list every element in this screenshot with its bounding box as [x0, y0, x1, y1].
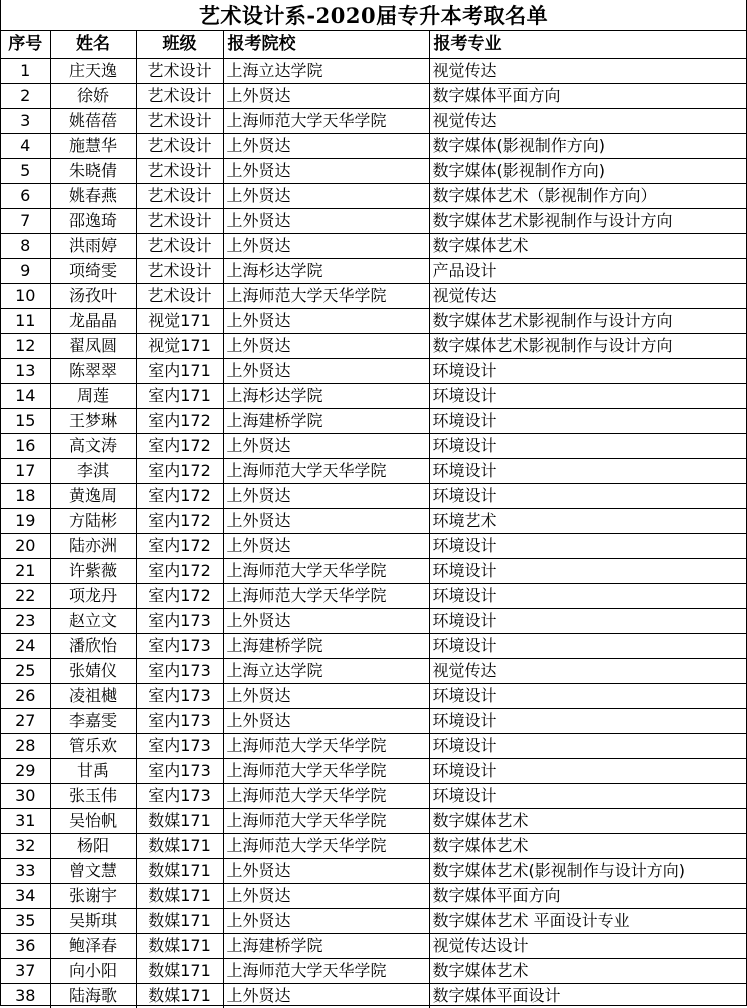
- cell-no: 2: [1, 83, 50, 108]
- cell-class: 艺术设计: [136, 183, 223, 208]
- cell-name: 项绮雯: [50, 258, 136, 283]
- cell-name: 龙晶晶: [50, 308, 136, 333]
- cell-major: 数字媒体艺术: [429, 808, 746, 833]
- table-row: [1, 183, 746, 208]
- cell-class: 数媒171: [136, 983, 223, 1008]
- cell-class: 艺术设计: [136, 158, 223, 183]
- cell-class: 室内172: [136, 408, 223, 433]
- cell-school: 上海立达学院: [223, 58, 429, 83]
- cell-class: 室内172: [136, 483, 223, 508]
- table-row: [1, 333, 746, 358]
- cell-name: 朱晓倩: [50, 158, 136, 183]
- cell-major: 环境设计: [429, 483, 746, 508]
- cell-class: 视觉171: [136, 308, 223, 333]
- cell-school: 上外贤达: [223, 508, 429, 533]
- cell-name: 曾文慧: [50, 858, 136, 883]
- table-row: [1, 933, 746, 958]
- table-row: [1, 233, 746, 258]
- table-row: [1, 433, 746, 458]
- cell-class: 视觉171: [136, 333, 223, 358]
- cell-no: 3: [1, 108, 50, 133]
- table-row: [1, 358, 746, 383]
- cell-class: 艺术设计: [136, 58, 223, 83]
- cell-no: 31: [1, 808, 50, 833]
- table-row: [1, 308, 746, 333]
- table-row: [1, 133, 746, 158]
- cell-class: 室内172: [136, 558, 223, 583]
- cell-name: 施慧华: [50, 133, 136, 158]
- cell-name: 姚春燕: [50, 183, 136, 208]
- cell-no: 6: [1, 183, 50, 208]
- cell-major: 数字媒体艺术（影视制作方向）: [429, 183, 746, 208]
- cell-name: 甘禹: [50, 758, 136, 783]
- cell-school: 上外贤达: [223, 83, 429, 108]
- cell-class: 数媒171: [136, 933, 223, 958]
- table-row: [1, 983, 746, 1008]
- cell-major: 数字媒体艺术(影视制作与设计方向): [429, 858, 746, 883]
- cell-no: 27: [1, 708, 50, 733]
- cell-school: 上海师范大学天华学院: [223, 958, 429, 983]
- cell-no: 37: [1, 958, 50, 983]
- header-major: 报考专业: [429, 31, 746, 58]
- cell-school: 上外贤达: [223, 883, 429, 908]
- cell-school: 上外贤达: [223, 308, 429, 333]
- cell-major: 环境设计: [429, 758, 746, 783]
- table-row: [1, 708, 746, 733]
- cell-no: 14: [1, 383, 50, 408]
- header-name: 姓名: [50, 31, 136, 58]
- table-row: [1, 658, 746, 683]
- cell-major: 环境设计: [429, 683, 746, 708]
- cell-school: 上外贤达: [223, 983, 429, 1008]
- cell-major: 环境设计: [429, 358, 746, 383]
- cell-no: 7: [1, 208, 50, 233]
- cell-major: 数字媒体艺术影视制作与设计方向: [429, 208, 746, 233]
- cell-name: 张谢宇: [50, 883, 136, 908]
- cell-school: 上外贤达: [223, 533, 429, 558]
- cell-name: 管乐欢: [50, 733, 136, 758]
- cell-school: 上海杉达学院: [223, 383, 429, 408]
- table-row: [1, 833, 746, 858]
- cell-no: 8: [1, 233, 50, 258]
- cell-class: 数媒171: [136, 858, 223, 883]
- cell-major: 视觉传达: [429, 58, 746, 83]
- cell-name: 许紫薇: [50, 558, 136, 583]
- cell-name: 鲍泽春: [50, 933, 136, 958]
- cell-name: 徐娇: [50, 83, 136, 108]
- table-row: [1, 558, 746, 583]
- cell-no: 15: [1, 408, 50, 433]
- cell-major: 环境设计: [429, 533, 746, 558]
- cell-school: 上外贤达: [223, 483, 429, 508]
- cell-school: 上外贤达: [223, 908, 429, 933]
- cell-school: 上外贤达: [223, 433, 429, 458]
- cell-no: 16: [1, 433, 50, 458]
- table-row: [1, 683, 746, 708]
- cell-school: 上外贤达: [223, 133, 429, 158]
- cell-major: 数字媒体平面方向: [429, 883, 746, 908]
- cell-name: 庄天逸: [50, 58, 136, 83]
- cell-major: 环境设计: [429, 408, 746, 433]
- cell-school: 上外贤达: [223, 183, 429, 208]
- cell-class: 室内173: [136, 608, 223, 633]
- cell-major: 数字媒体艺术 平面设计专业: [429, 908, 746, 933]
- cell-class: 室内172: [136, 458, 223, 483]
- table-row: [1, 208, 746, 233]
- cell-no: 10: [1, 283, 50, 308]
- cell-school: 上海师范大学天华学院: [223, 583, 429, 608]
- cell-school: 上海师范大学天华学院: [223, 833, 429, 858]
- cell-school: 上海建桥学院: [223, 408, 429, 433]
- cell-school: 上海师范大学天华学院: [223, 758, 429, 783]
- cell-name: 周莲: [50, 383, 136, 408]
- cell-major: 环境设计: [429, 733, 746, 758]
- cell-no: 13: [1, 358, 50, 383]
- cell-school: 上海建桥学院: [223, 933, 429, 958]
- cell-major: 数字媒体艺术影视制作与设计方向: [429, 308, 746, 333]
- table-row: [1, 258, 746, 283]
- table-row: [1, 83, 746, 108]
- table-row: [1, 533, 746, 558]
- table-row: [1, 583, 746, 608]
- cell-major: 视觉传达设计: [429, 933, 746, 958]
- cell-no: 25: [1, 658, 50, 683]
- cell-name: 王梦琳: [50, 408, 136, 433]
- cell-class: 室内173: [136, 658, 223, 683]
- cell-class: 数媒171: [136, 908, 223, 933]
- cell-name: 张玉伟: [50, 783, 136, 808]
- cell-no: 19: [1, 508, 50, 533]
- cell-name: 凌祖樾: [50, 683, 136, 708]
- cell-major: 环境设计: [429, 608, 746, 633]
- cell-name: 方陆彬: [50, 508, 136, 533]
- cell-name: 洪雨婷: [50, 233, 136, 258]
- cell-class: 艺术设计: [136, 83, 223, 108]
- cell-no: 9: [1, 258, 50, 283]
- cell-major: 环境设计: [429, 433, 746, 458]
- cell-class: 室内173: [136, 633, 223, 658]
- cell-name: 翟凤圆: [50, 333, 136, 358]
- cell-name: 张婧仪: [50, 658, 136, 683]
- cell-name: 李嘉雯: [50, 708, 136, 733]
- cell-name: 黄逸周: [50, 483, 136, 508]
- table-row: [1, 283, 746, 308]
- cell-name: 陆亦洲: [50, 533, 136, 558]
- header-class: 班级: [136, 31, 223, 58]
- cell-major: 环境艺术: [429, 508, 746, 533]
- cell-no: 29: [1, 758, 50, 783]
- cell-no: 23: [1, 608, 50, 633]
- admission-table: [1, 31, 746, 1008]
- cell-no: 5: [1, 158, 50, 183]
- cell-class: 艺术设计: [136, 108, 223, 133]
- table-body: [1, 58, 746, 1008]
- table-row: [1, 108, 746, 133]
- cell-school: 上外贤达: [223, 608, 429, 633]
- sheet-title: 艺术设计系-2020届专升本考取名单: [1, 0, 746, 31]
- cell-name: 向小阳: [50, 958, 136, 983]
- cell-class: 艺术设计: [136, 208, 223, 233]
- cell-major: 环境设计: [429, 708, 746, 733]
- cell-no: 4: [1, 133, 50, 158]
- table-row: [1, 883, 746, 908]
- cell-school: 上海杉达学院: [223, 258, 429, 283]
- table-row: [1, 483, 746, 508]
- cell-major: 环境设计: [429, 558, 746, 583]
- cell-class: 室内171: [136, 383, 223, 408]
- cell-major: 环境设计: [429, 633, 746, 658]
- table-row: [1, 808, 746, 833]
- cell-major: 数字媒体艺术: [429, 233, 746, 258]
- cell-school: 上海师范大学天华学院: [223, 458, 429, 483]
- cell-major: 数字媒体艺术影视制作与设计方向: [429, 333, 746, 358]
- table-row: [1, 908, 746, 933]
- cell-school: 上海立达学院: [223, 658, 429, 683]
- cell-major: 视觉传达: [429, 283, 746, 308]
- cell-no: 11: [1, 308, 50, 333]
- cell-school: 上外贤达: [223, 708, 429, 733]
- cell-class: 数媒171: [136, 833, 223, 858]
- cell-no: 28: [1, 733, 50, 758]
- cell-school: 上外贤达: [223, 333, 429, 358]
- cell-class: 室内172: [136, 533, 223, 558]
- cell-major: 数字媒体(影视制作方向): [429, 158, 746, 183]
- cell-no: 33: [1, 858, 50, 883]
- cell-class: 室内173: [136, 733, 223, 758]
- cell-class: 数媒171: [136, 808, 223, 833]
- cell-name: 项龙丹: [50, 583, 136, 608]
- cell-class: 室内173: [136, 758, 223, 783]
- cell-name: 邵逸琦: [50, 208, 136, 233]
- table-row: [1, 758, 746, 783]
- table-row: [1, 58, 746, 83]
- cell-name: 赵立文: [50, 608, 136, 633]
- cell-no: 22: [1, 583, 50, 608]
- cell-name: 杨阳: [50, 833, 136, 858]
- cell-no: 26: [1, 683, 50, 708]
- cell-major: 环境设计: [429, 783, 746, 808]
- table-row: [1, 608, 746, 633]
- cell-school: 上海师范大学天华学院: [223, 783, 429, 808]
- cell-school: 上外贤达: [223, 683, 429, 708]
- cell-class: 艺术设计: [136, 258, 223, 283]
- cell-major: 环境设计: [429, 383, 746, 408]
- cell-school: 上外贤达: [223, 858, 429, 883]
- table-row: [1, 958, 746, 983]
- cell-no: 32: [1, 833, 50, 858]
- cell-class: 室内172: [136, 508, 223, 533]
- table-row: [1, 408, 746, 433]
- cell-no: 34: [1, 883, 50, 908]
- cell-no: 38: [1, 983, 50, 1008]
- cell-school: 上外贤达: [223, 233, 429, 258]
- cell-name: 陆海歌: [50, 983, 136, 1008]
- cell-name: 吴怡帆: [50, 808, 136, 833]
- table-row: [1, 458, 746, 483]
- cell-school: 上外贤达: [223, 158, 429, 183]
- cell-name: 汤孜叶: [50, 283, 136, 308]
- cell-major: 数字媒体艺术: [429, 833, 746, 858]
- cell-name: 高文涛: [50, 433, 136, 458]
- cell-school: 上外贤达: [223, 358, 429, 383]
- cell-major: 视觉传达: [429, 658, 746, 683]
- cell-no: 21: [1, 558, 50, 583]
- cell-school: 上海师范大学天华学院: [223, 808, 429, 833]
- table-row: [1, 858, 746, 883]
- table-row: [1, 633, 746, 658]
- cell-major: 环境设计: [429, 458, 746, 483]
- cell-name: 吴斯琪: [50, 908, 136, 933]
- cell-no: 1: [1, 58, 50, 83]
- cell-name: 姚蓓蓓: [50, 108, 136, 133]
- cell-no: 30: [1, 783, 50, 808]
- header-no: 序号: [1, 31, 50, 58]
- table-row: [1, 783, 746, 808]
- table-row: [1, 158, 746, 183]
- cell-class: 室内172: [136, 583, 223, 608]
- cell-school: 上海建桥学院: [223, 633, 429, 658]
- cell-no: 18: [1, 483, 50, 508]
- cell-no: 12: [1, 333, 50, 358]
- cell-major: 数字媒体艺术: [429, 958, 746, 983]
- cell-class: 室内171: [136, 358, 223, 383]
- cell-school: 上海师范大学天华学院: [223, 733, 429, 758]
- cell-major: 产品设计: [429, 258, 746, 283]
- header-row: [1, 31, 746, 58]
- cell-class: 数媒171: [136, 883, 223, 908]
- header-school: 报考院校: [223, 31, 429, 58]
- cell-class: 艺术设计: [136, 233, 223, 258]
- table-row: [1, 383, 746, 408]
- cell-major: 环境设计: [429, 583, 746, 608]
- cell-school: 上海师范大学天华学院: [223, 558, 429, 583]
- cell-no: 35: [1, 908, 50, 933]
- cell-class: 室内173: [136, 783, 223, 808]
- cell-class: 数媒171: [136, 958, 223, 983]
- cell-no: 20: [1, 533, 50, 558]
- cell-name: 陈翠翠: [50, 358, 136, 383]
- cell-major: 数字媒体(影视制作方向): [429, 133, 746, 158]
- cell-class: 艺术设计: [136, 133, 223, 158]
- cell-major: 视觉传达: [429, 108, 746, 133]
- cell-no: 36: [1, 933, 50, 958]
- cell-school: 上海师范大学天华学院: [223, 108, 429, 133]
- cell-school: 上海师范大学天华学院: [223, 283, 429, 308]
- cell-major: 数字媒体平面方向: [429, 83, 746, 108]
- cell-class: 艺术设计: [136, 283, 223, 308]
- cell-name: 李淇: [50, 458, 136, 483]
- cell-class: 室内173: [136, 683, 223, 708]
- cell-no: 24: [1, 633, 50, 658]
- cell-name: 潘欣怡: [50, 633, 136, 658]
- cell-school: 上外贤达: [223, 208, 429, 233]
- table-row: [1, 733, 746, 758]
- cell-class: 室内173: [136, 708, 223, 733]
- cell-class: 室内172: [136, 433, 223, 458]
- table-row: [1, 508, 746, 533]
- cell-no: 17: [1, 458, 50, 483]
- cell-major: 数字媒体平面设计: [429, 983, 746, 1008]
